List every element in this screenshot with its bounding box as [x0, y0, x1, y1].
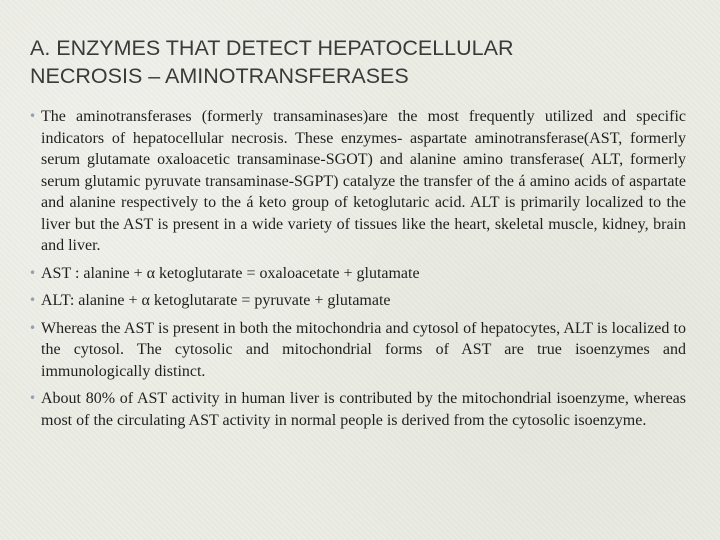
slide-title: A. ENZYMES THAT DETECT HEPATOCELLULAR NECROSIS – AMINOTRANSFERASES — [30, 36, 514, 88]
bullet-dot-icon: • — [29, 293, 37, 307]
bullet-text: Whereas the AST is present in both the mitochondria and cytosol of hepatocytes, ALT is localized to the cytosol. The cytosolic and mitochondrial forms of AST are true isoenzymes and immunologically distinct. — [41, 319, 686, 380]
bullet-dot-icon: • — [29, 109, 37, 123]
bullet-dot-icon: • — [29, 320, 37, 335]
bullet-item-3 — [30, 290, 686, 312]
bullet-item-5 — [30, 388, 686, 431]
bullet-item-2 — [30, 263, 686, 285]
bullet-item-4 — [30, 318, 686, 383]
bullet-item-1 — [30, 106, 686, 257]
bullet-list — [30, 106, 686, 437]
bullet-text: The aminotransferases (formerly transaminases)are the most frequently utilized and specific indicators of hepatocellular necrosis. These enzymes- aspartate aminotransferase(AST, formerly serum glutamate oxaloacetic transaminase-SGOT) and alanine amino transferase( ALT, formerly serum glutamic pyruvate transaminase-SGPT) catalyze the transfer of the á amino acids of aspartate and alanine respectively to the á keto group of ketoglutaric acid. ALT is primarily localized to the liver but the AST is present in a wide variety of tissues like the heart, skeletal muscle, kidney, brain and liver. — [41, 108, 686, 254]
bullet-dot-icon: • — [29, 265, 37, 280]
bullet-dot-icon: • — [29, 391, 37, 405]
bullet-text: About 80% of AST activity in human liver is contributed by the mitochondrial isoenzyme, whereas most of the circulating AST activity in normal people is derived from the cytosolic isoenzyme. — [41, 390, 686, 429]
bullet-text: AST : alanine + α ketoglutarate = oxaloacetate + glutamate — [41, 264, 420, 282]
bullet-text: ALT: alanine + α ketoglutarate = pyruvate + glutamate — [41, 292, 391, 309]
